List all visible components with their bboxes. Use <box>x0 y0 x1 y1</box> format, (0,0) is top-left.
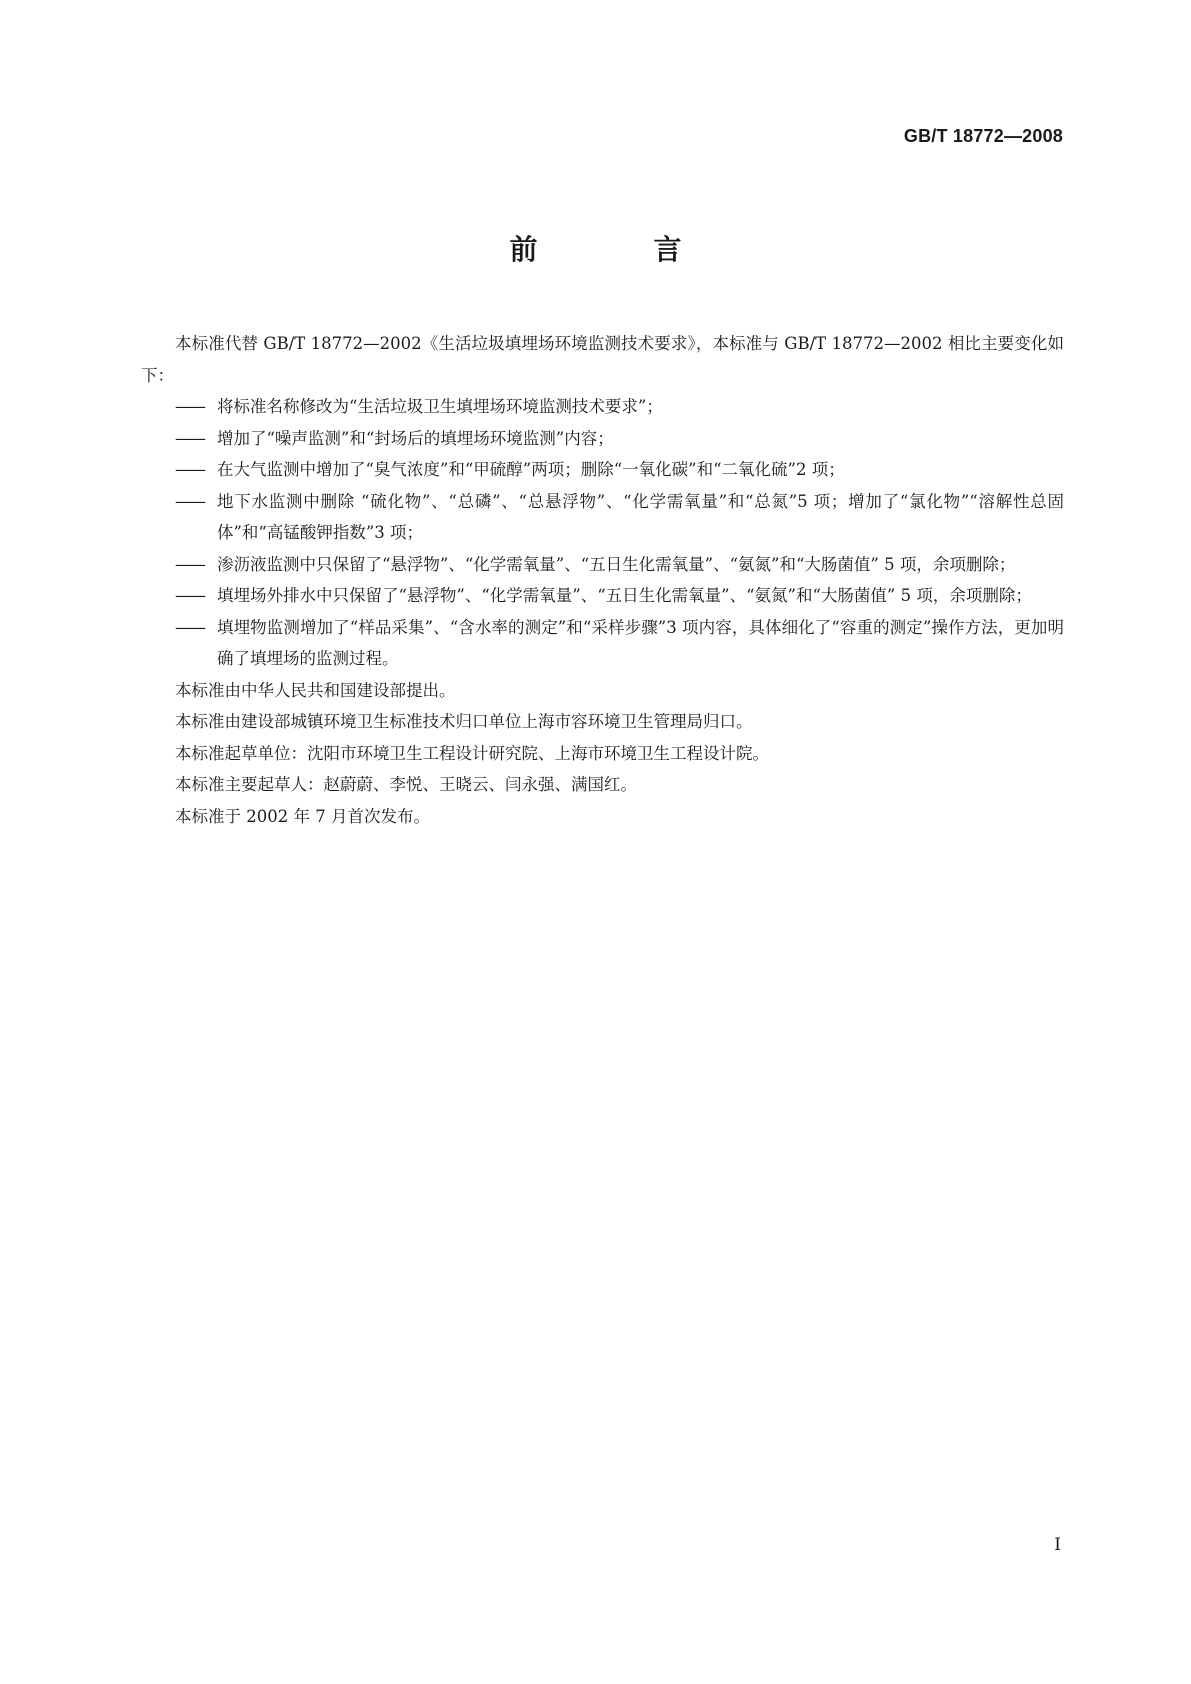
change-item <box>141 486 1064 549</box>
page-number: I <box>1054 1535 1061 1555</box>
change-item <box>141 454 1064 486</box>
dash-marker: —— <box>175 428 204 448</box>
dash-marker: —— <box>175 554 204 574</box>
administration-paragraph: 本标准由建设部城镇环境卫生标准技术归口单位上海市容环境卫生管理局归口。 <box>175 712 753 731</box>
change-item-text: 增加了“噪声监测”和“封场后的填埋场环境监测”内容； <box>217 428 614 448</box>
change-item-text: 在大气监测中增加了“臭气浓度”和“甲硫醇”两项；删除“一氧化碳”和“二氧化硫”2 项； <box>217 460 845 479</box>
proposer-paragraph: 本标准由中华人民共和国建设部提出。 <box>175 680 456 700</box>
change-item <box>141 549 1064 581</box>
intro-paragraph: 本标准代替 GB/T 18772—2002《生活垃圾填埋场环境监测技术要求》，本标准与 GB/T 18772—2002 相比主要变化如下： <box>141 334 1064 385</box>
change-item <box>141 580 1064 612</box>
change-item <box>141 612 1064 675</box>
foreword-body <box>141 328 1064 832</box>
first-issue-paragraph: 本标准于 2002 年 7 月首次发布。 <box>175 806 430 826</box>
standard-code-header: GB/T 18772—2008 <box>903 126 1063 146</box>
dash-marker: —— <box>175 491 204 511</box>
drafting-units-paragraph: 本标准起草单位：沈阳市环境卫生工程设计研究院、上海市环境卫生工程设计院。 <box>175 743 769 763</box>
dash-marker: —— <box>175 397 204 416</box>
page-title: 前 言 <box>509 233 726 266</box>
change-item-text: 填埋场外排水中只保留了“悬浮物”、“化学需氧量”、“五日生化需氧量”、“氨氮”和“大肠菌值” 5 项，余项删除； <box>217 586 1032 605</box>
dash-marker: —— <box>175 586 204 605</box>
change-item-text: 渗沥液监测中只保留了“悬浮物”、“化学需氧量”、“五日生化需氧量”、“氨氮”和“大肠菌值” 5 项，余项删除； <box>217 554 1016 574</box>
change-item-text: 填埋物监测增加了“样品采集”、“含水率的测定”和“采样步骤”3 项内容，具体细化了“容重的测定”操作方法，更加明确了填埋场的监测过程。 <box>217 617 1064 668</box>
drafters-paragraph: 本标准主要起草人：赵蔚蔚、李悦、王晓云、闫永强、满国红。 <box>175 775 637 794</box>
change-item-text: 将标准名称修改为“生活垃圾卫生填埋场环境监测技术要求”； <box>217 397 663 416</box>
change-item-text: 地下水监测中删除 “硫化物”、“总磷”、“总悬浮物”、“化学需氧量”和“总氮”5 项；增加了“氯化物”“溶解性总固体”和“高锰酸钾指数”3 项； <box>217 491 1064 542</box>
change-item <box>141 391 1064 423</box>
change-item <box>141 423 1064 455</box>
dash-marker: —— <box>175 617 204 637</box>
dash-marker: —— <box>175 460 204 479</box>
